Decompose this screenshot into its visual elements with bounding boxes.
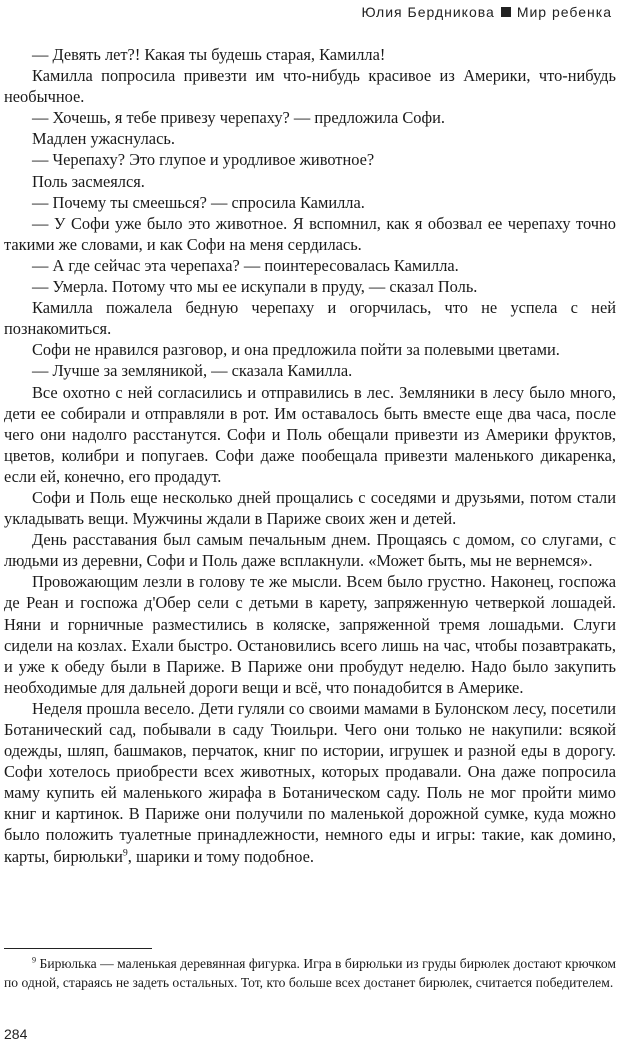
paragraph: — Почему ты смеешься? — спросила Камилла. [32, 192, 365, 212]
paragraph: Мадлен ужаснулась. [32, 129, 175, 149]
paragraph: Провожающим лезли в голову те же мысли. Всем было грустно. Наконец, госпожа де Реан и госпожа д'Обер сели с детьми в карету, запряженную четверкой лошадей. Няни и горничные разместились в коляске, запряженной тремя лошадьми. Слуги сидели на козлах. Ехали быстро. Остановились всего лишь на час, чтобы позавтракать, и уже к обеду были в Париже. В Париже они пробудут неделю. Надо было закупить необходимые для дальней дороги вещи и всё, что понадобится в Америке. [4, 572, 616, 697]
paragraph-with-footnote-ref [4, 698, 616, 867]
header-separator-square [501, 7, 511, 17]
footnote [4, 954, 616, 992]
paragraph: День расставания был самым печальным днем. Прощаясь с домом, со слугами, с людьми из деревни, Софи и Поль даже всплакнули. «Может быть, мы не вернемся». [4, 530, 616, 571]
footnote-marker: 9 [32, 955, 37, 965]
paragraph: Софи и Поль еще несколько дней прощались с соседями и друзьями, потом стали укладывать вещи. Мужчины ждали в Париже своих жен и детей. [4, 487, 616, 529]
paragraph: Софи не нравился разговор, и она предложила пойти за полевыми цветами. [32, 340, 560, 360]
paragraph: — А где сейчас эта черепаха? — поинтересовалась Камилла. [32, 255, 459, 275]
paragraph: — У Софи уже было это животное. Я вспомнил, как я обозвал ее черепаху точно такими же словами, и как Софи на меня сердилась. [4, 213, 616, 254]
header-author: Юлия Бердникова [361, 4, 495, 20]
paragraph: — Хочешь, я тебе привезу черепаху? — предложила Софи. [32, 108, 445, 128]
paragraph: Поль засмеялся. [32, 171, 145, 191]
footnote-divider [4, 948, 152, 949]
paragraph-text-end: , шарики и тому подобное. [127, 846, 314, 866]
header-book-title: Мир ребенка [516, 4, 612, 20]
paragraph: Камилла пожалела бедную черепаху и огорчилась, что не успела с ней познакомиться. [4, 298, 616, 339]
paragraph: Все охотно с ней согласились и отправились в лес. Земляники в лесу было много, дети ее собирали и отправляли в рот. Им оставалось быть вместе еще два часа, после чего они надолго расстанутся. Софи и Поль обещали привезти из Америки фруктов, цветов, колибри и попугаев. Софи даже пообещала привезти маленького дикаренка, если ей, конечно, его продадут. [4, 382, 616, 486]
paragraph: — Черепаху? Это глупое и уродливое животное? [32, 150, 375, 170]
paragraph-text: Неделя прошла весело. Дети гуляли со своими мамами в Булонском лесу, посетили Ботанический сад, побывали в саду Тюильри. Чего они только не накупили: всякой одежды, шляп, башмаков, перчаток, книг по истории, игрушек и разной еды в дорогу. Софи хотелось приобрести всех животных, которых продавали. Она даже попросила маму купить ей маленького жирафа в Ботаническом саду. Поль не мог пройти мимо книг и картинок. В Париже они получили по маленькой дорожной сумке, куда можно было положить туалетные принадлежности, немного еды и игры: такие, как домино, карты, бирюльки [4, 698, 616, 866]
paragraph: — Умерла. Потому что мы ее искупали в пруду, — сказал Поль. [32, 277, 478, 297]
page-number: 284 [4, 1026, 28, 1042]
paragraph: — Лучше за земляникой, — сказала Камилла. [32, 361, 353, 381]
body-text [4, 44, 616, 867]
running-head [362, 4, 612, 20]
footnote-reference: 9 [122, 847, 128, 859]
footnote-text: Бирюлька — маленькая деревянная фигурка. Игра в бирюльки из груды бирюлек достают крючком по одной, стараясь не задеть остальных. Тот, кто больше всех достанет бирюлек, считается победителем. [4, 956, 616, 990]
paragraph: Камилла попросила привезти им что-нибудь красивое из Америки, что-нибудь необычное. [4, 66, 616, 107]
paragraph: — Девять лет?! Какая ты будешь старая, Камилла! [32, 45, 386, 64]
